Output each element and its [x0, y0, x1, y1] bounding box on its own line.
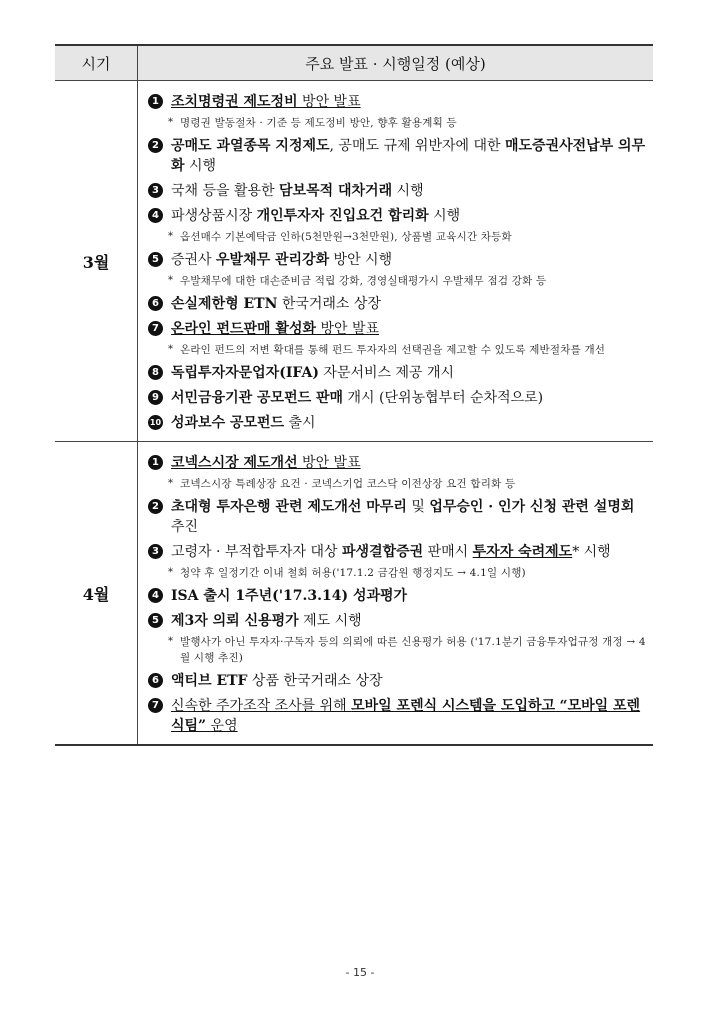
item-text-part: 운영	[206, 718, 238, 734]
item-list	[138, 442, 653, 744]
asterisk-icon: *	[168, 567, 173, 578]
item-text-part: 담보목적 대차거래	[279, 183, 393, 199]
item-number-badge: 7	[148, 698, 163, 713]
item-text-part: 모바일 포렌식 시스템을 도입하고	[351, 698, 556, 714]
table-body	[55, 81, 653, 746]
period-cell: 4월	[55, 442, 138, 746]
list-item	[148, 206, 647, 226]
note-text: 옵션매수 기본예탁금 인하(5천만원→3천만원), 상품별 교육시간 차등화	[180, 231, 512, 243]
item-text	[171, 671, 647, 691]
item-text-part: 신속한 주가조작 조사를 위해	[171, 698, 352, 714]
item-note	[168, 273, 647, 289]
item-text-part: 매도증권사전납부 의무화	[171, 138, 646, 174]
content-cell	[138, 81, 654, 442]
item-note	[168, 229, 647, 245]
list-item	[148, 586, 647, 606]
item-number-badge: 9	[148, 390, 163, 405]
item-text-part: 추진	[171, 519, 199, 535]
note-text: 코넥스시장 특례상장 요건 · 코넥스기업 코스닥 이전상장 요건 합리화 등	[180, 478, 516, 490]
item-text-part: 성과보수 공모펀드	[171, 415, 285, 431]
item-text-part: * 시행	[572, 544, 611, 560]
item-text	[171, 294, 647, 314]
item-text-part: 증권사	[171, 252, 217, 268]
section-row	[55, 442, 653, 746]
item-text-part: 조치명령권 제도정비	[171, 94, 298, 110]
item-text-part: 손실제한형 ETN	[171, 296, 278, 312]
list-item	[148, 319, 647, 339]
item-number-badge: 2	[148, 499, 163, 514]
item-note	[168, 476, 647, 492]
item-text-part: 제도 시행	[298, 613, 362, 629]
item-number-badge: 4	[148, 208, 163, 223]
item-text-part: 판매시	[423, 544, 473, 560]
asterisk-icon: *	[168, 344, 173, 355]
item-text-part: 공매도 과열종목 지정제도	[171, 138, 330, 154]
item-text-part: 우발채무 관리강화	[216, 252, 330, 268]
section-row	[55, 81, 653, 442]
asterisk-icon: *	[168, 636, 173, 647]
note-text: 우발채무에 대한 대손준비금 적립 강화, 경영실태평가시 우발채무 점검 강화 등	[180, 275, 547, 287]
list-item	[148, 388, 647, 408]
item-text-part: 방안 발표	[297, 94, 361, 110]
item-text-part: 고령자 · 부적합투자자 대상	[171, 544, 343, 560]
item-text	[171, 542, 647, 562]
page-number: - 15 -	[345, 966, 375, 979]
list-item	[148, 453, 647, 473]
asterisk-icon: *	[168, 478, 173, 489]
list-item	[148, 671, 647, 691]
asterisk-icon: *	[168, 231, 173, 242]
item-text-part: 한국거래소 상장	[277, 296, 381, 312]
item-text-part: 상품 한국거래소 상장	[247, 673, 383, 689]
item-text	[171, 136, 647, 176]
item-number-badge: 4	[148, 588, 163, 603]
header-content: 주요 발표 · 시행일정 (예상)	[138, 45, 654, 81]
note-text: 명령권 발동절차 · 기준 등 제도정비 방안, 향후 활용계획 등	[180, 117, 457, 129]
list-item	[148, 611, 647, 631]
item-text-part: 투자자 숙려제도	[472, 544, 573, 560]
item-text-part: 방안 시행	[329, 252, 393, 268]
item-number-badge: 6	[148, 673, 163, 688]
list-item	[148, 181, 647, 201]
item-text	[171, 696, 647, 736]
list-item	[148, 92, 647, 112]
period-cell: 3월	[55, 81, 138, 442]
item-text	[171, 413, 647, 433]
item-text-part: ISA 출시 1주년('17.3.14) 성과평가	[171, 588, 408, 604]
item-text-part: 시행	[392, 183, 424, 199]
item-number-badge: 5	[148, 252, 163, 267]
item-text-part: 액티브 ETF	[171, 673, 248, 689]
item-text	[171, 497, 647, 537]
item-text	[171, 388, 647, 408]
item-text	[171, 250, 647, 270]
item-text-part: 제3자 의뢰 신용평가	[171, 613, 299, 629]
item-text-part: 개인투자자 진입요건 합리화	[256, 208, 429, 224]
item-text	[171, 319, 647, 339]
item-number-badge: 10	[148, 415, 163, 430]
item-text-part: 온라인 펀드판매 활성화	[171, 321, 316, 337]
header-period: 시기	[55, 45, 138, 81]
item-number-badge: 6	[148, 296, 163, 311]
item-number-badge: 7	[148, 321, 163, 336]
schedule-table	[55, 44, 653, 746]
item-text-part: 파생상품시장	[171, 208, 257, 224]
list-item	[148, 497, 647, 537]
item-text-part: 출시	[284, 415, 316, 431]
item-text-part: 개시 (단위농협부터 순차적으로)	[343, 390, 544, 406]
item-number-badge: 1	[148, 455, 163, 470]
item-number-badge: 8	[148, 365, 163, 380]
asterisk-icon: *	[168, 275, 173, 286]
list-item	[148, 136, 647, 176]
item-note	[168, 115, 647, 131]
item-text-part: 방안 발표	[316, 321, 379, 337]
item-text	[171, 363, 647, 383]
list-item	[148, 542, 647, 562]
list-item	[148, 363, 647, 383]
item-text-part: 독립투자자문업자(IFA)	[171, 365, 319, 381]
item-text-part: 코넥스시장 제도개선	[171, 455, 298, 471]
item-text-part: , 공매도 규제 위반자에 대한	[329, 138, 505, 154]
item-list	[138, 81, 653, 441]
item-number-badge: 1	[148, 94, 163, 109]
item-text	[171, 453, 647, 473]
item-text	[171, 92, 647, 112]
item-note	[168, 565, 647, 581]
item-text-part: 자문서비스 제공 개시	[318, 365, 455, 381]
item-text-part: 시행	[184, 158, 217, 174]
item-text-part: 업무승인 · 인가 신청 관련 설명회	[429, 499, 635, 515]
note-text: 발행사가 아닌 투자자·구독자 등의 의뢰에 따른 신용평가 허용 ('17.1분기 금융투자업규정 개정 → 4월 시행 추진)	[180, 636, 646, 664]
item-text-part: 서민금융기관 공모펀드 판매	[171, 390, 344, 406]
item-number-badge: 2	[148, 138, 163, 153]
item-number-badge: 5	[148, 613, 163, 628]
note-text: 온라인 펀드의 저변 확대를 통해 펀드 투자자의 선택권을 제고할 수 있도록 제반절차를 개선	[180, 344, 606, 356]
list-item	[148, 250, 647, 270]
item-text-part: 초대형 투자은행 관련 제도개선 마무리	[171, 499, 407, 515]
item-text-part: 및	[406, 499, 430, 515]
list-item	[148, 696, 647, 736]
item-text	[171, 611, 647, 631]
item-number-badge: 3	[148, 544, 163, 559]
item-number-badge: 3	[148, 183, 163, 198]
content-cell	[138, 442, 654, 746]
item-text	[171, 586, 647, 606]
item-text-part: 시행	[428, 208, 461, 224]
item-text-part: 파생결합증권	[342, 544, 424, 560]
list-item	[148, 294, 647, 314]
item-text-part: “모바일 포렌식팀”	[171, 698, 641, 734]
asterisk-icon: *	[168, 117, 173, 128]
item-text	[171, 206, 647, 226]
item-text	[171, 181, 647, 201]
note-text: 청약 후 일정기간 이내 철회 허용('17.1.2 금감원 행정지도 → 4.1일 시행)	[180, 567, 526, 579]
item-text-part: 국채 등을 활용한	[171, 183, 280, 199]
item-text-part: 방안 발표	[297, 455, 361, 471]
table-header-row	[55, 45, 653, 81]
item-note	[168, 634, 647, 666]
list-item	[148, 413, 647, 433]
item-note	[168, 342, 647, 358]
